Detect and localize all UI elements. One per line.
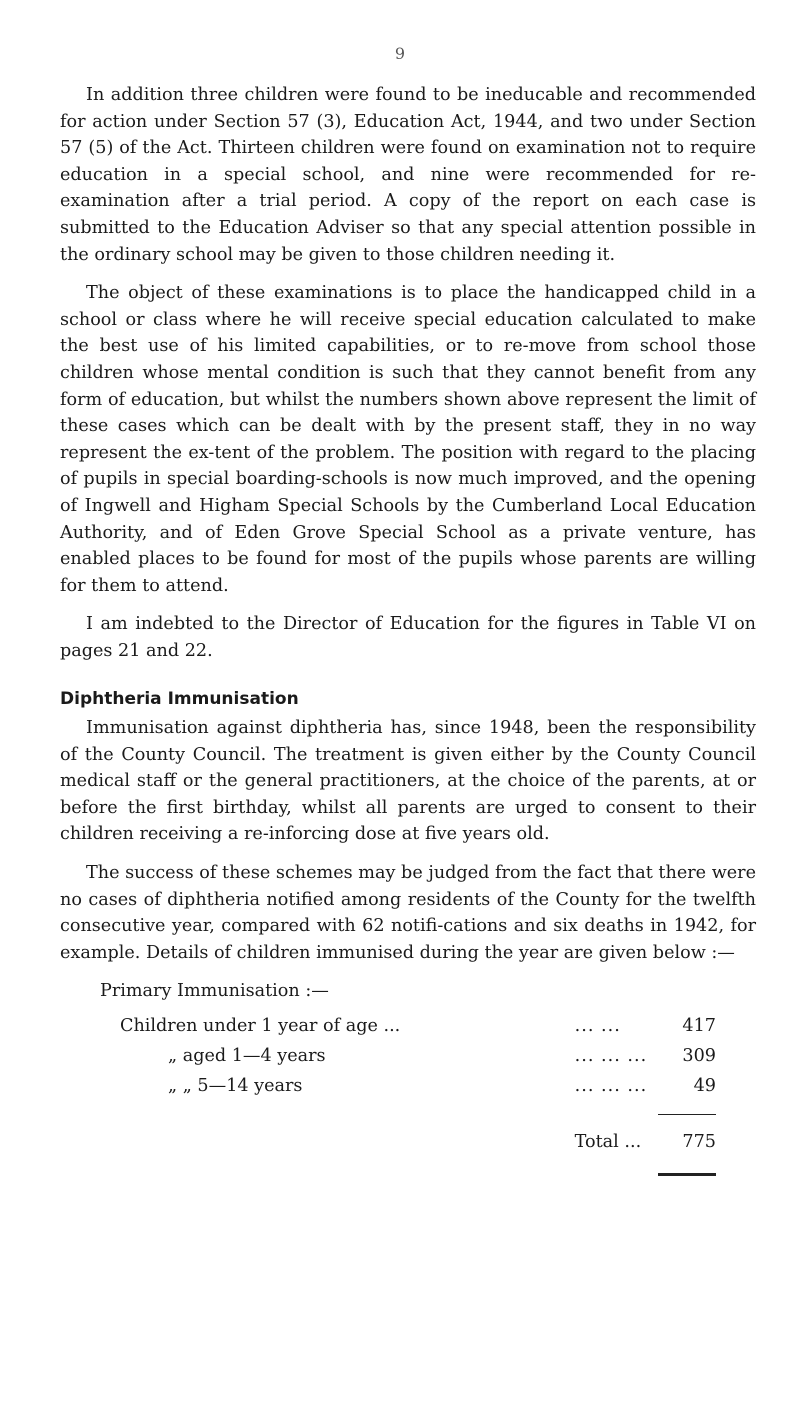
immunisation-table [120, 1011, 716, 1184]
total-value: 775 [682, 1132, 716, 1153]
row-value: 309 [682, 1045, 716, 1066]
paragraph-scheme-success: The success of these schemes may be judged from the fact that there were no cases of diphtheria notified among residents of the County for the twelfth consecutive year, compared with 62 notifi-cations and six deaths in 1942, for example. Details of children immunised during the year are given below :— [60, 863, 756, 963]
table-row [120, 1071, 716, 1101]
paragraph-immunisation-responsibility: Immunisation against diphtheria has, since 1948, been the responsibility of the County Council. The treatment is given either by the County Council medical staff or the general practitioners, at the choice of the parents, at or before the first birthday, whilst all parents are urged to consent to their children receiving a re-inforcing dose at five years old. [60, 718, 756, 845]
row-label: „ „ 5—14 years [168, 1075, 303, 1096]
subtotal-rule [658, 1114, 716, 1115]
total-rule-row [120, 1158, 716, 1185]
row-label: „ aged 1—4 years [168, 1045, 326, 1066]
section-heading-diphtheria: Diphtheria Immunisation [60, 689, 299, 710]
row-value: 49 [693, 1075, 716, 1096]
leader-dots: ... ... ... [574, 1045, 648, 1066]
table-row [120, 1011, 716, 1041]
row-value: 417 [682, 1015, 716, 1036]
document-body [60, 82, 756, 1184]
paragraph-acknowledgement: I am indebted to the Director of Education for the figures in Table VI on pages 21 and 22. [60, 614, 756, 661]
paragraph-ineducable-children: In addition three children were found to be ineducable and recommended for action under Section 57 (3), Education Act, 1944, and two under Section 57 (5) of the Act. Thirteen children were found on examination not to require education in a special school, and nine were recommended for re-examination after a trial period. A copy of the report on each case is submitted to the Education Adviser so that any special attention possible in the ordinary school may be given to those children needing it. [60, 85, 756, 265]
page-number: 9 [394, 44, 406, 63]
leader-dots: ... ... ... [574, 1075, 648, 1096]
paragraph-examination-object: The object of these examinations is to place the handicapped child in a school or class where he will receive special education calculated to make the best use of his limited capabilities, or to re-move from school those children whose mental condition is such that they cannot benefit from any form of education, but whilst the numbers shown above represent the limit of these cases which can be dealt with by the present staff, they in no way represent the ex-tent of the problem. The position with regard to the placing of pupils in special boarding-schools is now much improved, and the opening of Ingwell and Higham Special Schools by the Cumberland Local Education Authority, and of Eden Grove Special School as a private venture, has enabled places to be found for most of the pupils whose parents are willing for them to attend. [60, 283, 756, 596]
total-row [120, 1128, 716, 1158]
leader-dots: ... ... [574, 1015, 621, 1036]
total-rule [658, 1173, 716, 1176]
table-row [120, 1041, 716, 1071]
primary-immunisation-label: Primary Immunisation :— [100, 981, 329, 1002]
total-label: Total ... [574, 1132, 642, 1153]
subtotal-rule-row [120, 1101, 716, 1128]
row-label: Children under 1 year of age ... [120, 1015, 401, 1036]
